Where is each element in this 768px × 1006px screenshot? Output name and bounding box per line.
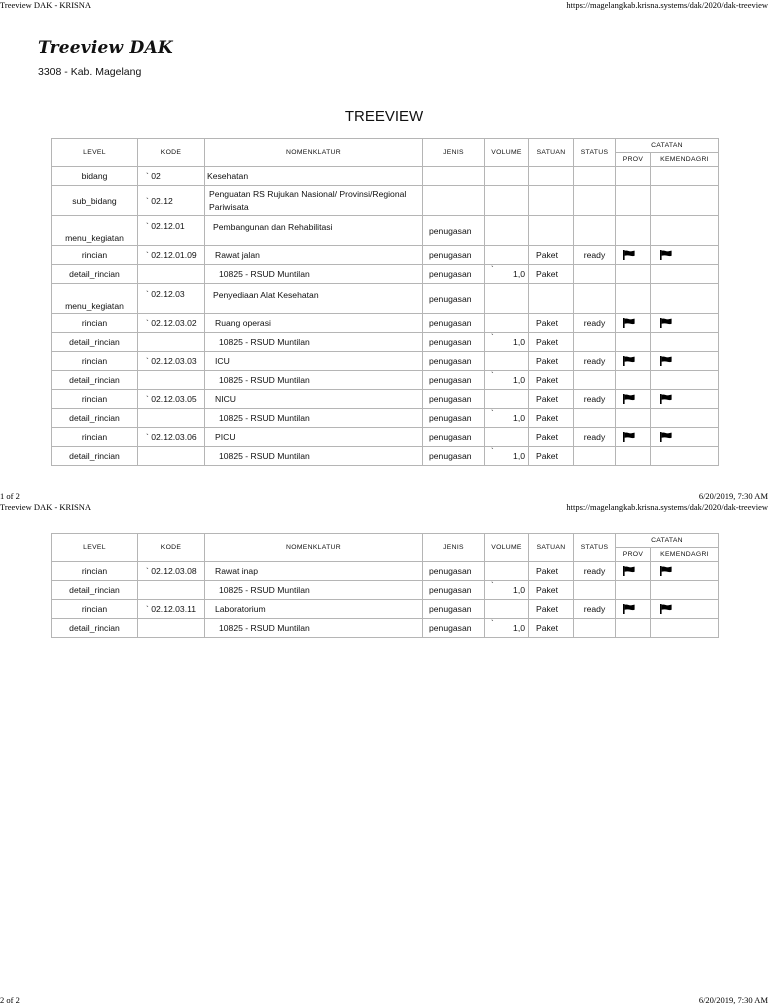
jenis-cell: penugasan	[423, 428, 485, 447]
volume-value: 1,0	[513, 269, 525, 279]
col-prov: PROV	[616, 153, 651, 167]
level-cell: rincian	[52, 314, 138, 333]
kode-cell: ` 02.12.01	[138, 216, 205, 246]
satuan-cell: Paket	[529, 314, 574, 333]
satuan-cell	[529, 186, 574, 216]
volume-value: 1,0	[513, 585, 525, 595]
level-cell: bidang	[52, 167, 138, 186]
status-cell	[574, 167, 616, 186]
prov-cell	[616, 371, 651, 390]
kemendagri-cell	[651, 352, 719, 371]
kode-cell	[138, 409, 205, 428]
volume-cell	[485, 167, 529, 186]
kode-cell: ` 02.12.01.09	[138, 246, 205, 265]
col-kemendagri: KEMENDAGRI	[651, 548, 719, 562]
prov-cell	[616, 581, 651, 600]
app-title: Treeview DAK	[38, 38, 173, 58]
table-row	[52, 562, 719, 581]
table-row	[52, 216, 719, 246]
nomenklatur-cell: NICU	[205, 390, 423, 409]
volume-cell	[485, 447, 529, 466]
kode-cell	[138, 371, 205, 390]
satuan-cell	[529, 284, 574, 314]
volume-cell	[485, 216, 529, 246]
jenis-cell	[423, 167, 485, 186]
col-satuan: SATUAN	[529, 139, 574, 167]
col-volume: VOLUME	[485, 534, 529, 562]
col-catatan: CATATAN	[616, 139, 719, 153]
kode-cell: ` 02	[138, 167, 205, 186]
jenis-cell: penugasan	[423, 562, 485, 581]
table-row	[52, 333, 719, 352]
volume-tick: `	[491, 371, 494, 380]
kemendagri-cell	[651, 581, 719, 600]
kode-cell	[138, 333, 205, 352]
volume-cell	[485, 390, 529, 409]
col-kemendagri: KEMENDAGRI	[651, 153, 719, 167]
satuan-cell: Paket	[529, 428, 574, 447]
level-cell: sub_bidang	[52, 186, 138, 216]
kemendagri-cell	[651, 562, 719, 581]
level-cell: detail_rincian	[52, 371, 138, 390]
level-cell: rincian	[52, 390, 138, 409]
volume-cell	[485, 619, 529, 638]
status-cell: ready	[574, 246, 616, 265]
table-row	[52, 246, 719, 265]
kemendagri-cell	[651, 333, 719, 352]
table-row	[52, 390, 719, 409]
nomenklatur-cell: ICU	[205, 352, 423, 371]
nomenklatur-cell: Kesehatan	[205, 167, 423, 186]
kode-cell: ` 02.12.03	[138, 284, 205, 314]
status-cell	[574, 265, 616, 284]
satuan-cell	[529, 167, 574, 186]
print-footer-page: 2 of 2	[0, 995, 20, 1005]
volume-cell	[485, 562, 529, 581]
jenis-cell: penugasan	[423, 409, 485, 428]
level-cell: menu_kegiatan	[52, 216, 138, 246]
volume-cell	[485, 600, 529, 619]
prov-cell	[616, 216, 651, 246]
col-volume: VOLUME	[485, 139, 529, 167]
flag-icon[interactable]	[622, 432, 636, 442]
satuan-cell: Paket	[529, 333, 574, 352]
level-cell: rincian	[52, 428, 138, 447]
nomenklatur-cell: 10825 - RSUD Muntilan	[205, 265, 423, 284]
kemendagri-cell	[651, 619, 719, 638]
status-cell	[574, 284, 616, 314]
volume-cell	[485, 581, 529, 600]
kemendagri-cell	[651, 265, 719, 284]
prov-cell	[616, 265, 651, 284]
volume-cell	[485, 371, 529, 390]
kode-cell	[138, 581, 205, 600]
level-cell: detail_rincian	[52, 265, 138, 284]
flag-icon[interactable]	[622, 604, 636, 614]
status-cell: ready	[574, 352, 616, 371]
flag-icon[interactable]	[659, 250, 673, 260]
nomenklatur-cell: Rawat inap	[205, 562, 423, 581]
status-cell: ready	[574, 428, 616, 447]
level-cell: detail_rincian	[52, 581, 138, 600]
volume-value: 1,0	[513, 623, 525, 633]
flag-icon[interactable]	[622, 394, 636, 404]
level-cell: rincian	[52, 246, 138, 265]
col-kode: KODE	[138, 534, 205, 562]
flag-icon[interactable]	[659, 356, 673, 366]
print-header-url: https://magelangkab.krisna.systems/dak/2020/dak-treeview	[566, 502, 768, 512]
kode-cell	[138, 265, 205, 284]
status-cell	[574, 409, 616, 428]
level-cell: rincian	[52, 600, 138, 619]
table-row	[52, 428, 719, 447]
volume-cell	[485, 409, 529, 428]
status-cell	[574, 581, 616, 600]
kemendagri-cell	[651, 447, 719, 466]
kode-cell: ` 02.12	[138, 186, 205, 216]
table-row	[52, 447, 719, 466]
status-cell: ready	[574, 562, 616, 581]
prov-cell	[616, 619, 651, 638]
prov-cell	[616, 409, 651, 428]
table-row	[52, 167, 719, 186]
nomenklatur-cell: 10825 - RSUD Muntilan	[205, 447, 423, 466]
kode-cell	[138, 447, 205, 466]
volume-cell	[485, 314, 529, 333]
col-nomenklatur: NOMENKLATUR	[205, 139, 423, 167]
status-cell	[574, 371, 616, 390]
flag-icon[interactable]	[622, 250, 636, 260]
nomenklatur-cell: Penguatan RS Rujukan Nasional/ Provinsi/Regional Pariwisata	[205, 186, 423, 216]
col-catatan: CATATAN	[616, 534, 719, 548]
prov-cell	[616, 600, 651, 619]
jenis-cell: penugasan	[423, 619, 485, 638]
satuan-cell	[529, 216, 574, 246]
treeview-table	[51, 533, 719, 638]
status-cell	[574, 333, 616, 352]
status-cell: ready	[574, 600, 616, 619]
volume-tick: `	[491, 409, 494, 418]
satuan-cell: Paket	[529, 409, 574, 428]
col-level: LEVEL	[52, 534, 138, 562]
treeview-table	[51, 138, 719, 466]
table-row	[52, 600, 719, 619]
satuan-cell: Paket	[529, 265, 574, 284]
nomenklatur-cell: PICU	[205, 428, 423, 447]
col-kode: KODE	[138, 139, 205, 167]
satuan-cell: Paket	[529, 447, 574, 466]
print-footer-date: 6/20/2019, 7:30 AM	[698, 995, 768, 1005]
satuan-cell: Paket	[529, 352, 574, 371]
nomenklatur-cell: Rawat jalan	[205, 246, 423, 265]
volume-value: 1,0	[513, 413, 525, 423]
kemendagri-cell	[651, 284, 719, 314]
status-cell	[574, 619, 616, 638]
nomenklatur-cell: 10825 - RSUD Muntilan	[205, 581, 423, 600]
print-header-title: Treeview DAK - KRISNA	[0, 502, 92, 512]
level-cell: menu_kegiatan	[52, 284, 138, 314]
flag-icon[interactable]	[622, 566, 636, 576]
volume-cell	[485, 284, 529, 314]
col-jenis: JENIS	[423, 139, 485, 167]
status-cell: ready	[574, 314, 616, 333]
flag-icon[interactable]	[659, 566, 673, 576]
level-cell: detail_rincian	[52, 333, 138, 352]
print-footer-date: 6/20/2019, 7:30 AM	[698, 491, 768, 501]
table-row	[52, 581, 719, 600]
prov-cell	[616, 333, 651, 352]
nomenklatur-cell: Laboratorium	[205, 600, 423, 619]
satuan-cell: Paket	[529, 619, 574, 638]
nomenklatur-cell: Ruang operasi	[205, 314, 423, 333]
kemendagri-cell	[651, 216, 719, 246]
flag-icon[interactable]	[659, 318, 673, 328]
level-cell: rincian	[52, 352, 138, 371]
col-satuan: SATUAN	[529, 534, 574, 562]
jenis-cell: penugasan	[423, 390, 485, 409]
jenis-cell: penugasan	[423, 581, 485, 600]
jenis-cell: penugasan	[423, 447, 485, 466]
flag-icon[interactable]	[659, 394, 673, 404]
kemendagri-cell	[651, 371, 719, 390]
prov-cell	[616, 246, 651, 265]
nomenklatur-cell: 10825 - RSUD Muntilan	[205, 409, 423, 428]
prov-cell	[616, 562, 651, 581]
volume-cell	[485, 352, 529, 371]
prov-cell	[616, 428, 651, 447]
satuan-cell: Paket	[529, 371, 574, 390]
print-footer-page: 1 of 2	[0, 491, 20, 501]
kemendagri-cell	[651, 600, 719, 619]
table-row	[52, 352, 719, 371]
jenis-cell: penugasan	[423, 265, 485, 284]
level-cell: rincian	[52, 562, 138, 581]
level-cell: detail_rincian	[52, 447, 138, 466]
table-row	[52, 619, 719, 638]
volume-cell	[485, 265, 529, 284]
prov-cell	[616, 284, 651, 314]
table-row	[52, 409, 719, 428]
jenis-cell: penugasan	[423, 371, 485, 390]
satuan-cell: Paket	[529, 562, 574, 581]
prov-cell	[616, 314, 651, 333]
jenis-cell: penugasan	[423, 314, 485, 333]
table-row	[52, 284, 719, 314]
kemendagri-cell	[651, 428, 719, 447]
status-cell	[574, 186, 616, 216]
prov-cell	[616, 167, 651, 186]
col-prov: PROV	[616, 548, 651, 562]
table-row	[52, 314, 719, 333]
volume-tick: `	[491, 333, 494, 342]
kemendagri-cell	[651, 409, 719, 428]
jenis-cell: penugasan	[423, 352, 485, 371]
prov-cell	[616, 447, 651, 466]
volume-tick: `	[491, 265, 494, 274]
kode-cell	[138, 619, 205, 638]
col-status: STATUS	[574, 534, 616, 562]
prov-cell	[616, 186, 651, 216]
col-level: LEVEL	[52, 139, 138, 167]
kode-cell: ` 02.12.03.06	[138, 428, 205, 447]
status-cell	[574, 216, 616, 246]
volume-tick: `	[491, 581, 494, 590]
col-jenis: JENIS	[423, 534, 485, 562]
volume-tick: `	[491, 619, 494, 628]
volume-cell	[485, 246, 529, 265]
prov-cell	[616, 352, 651, 371]
jenis-cell: penugasan	[423, 284, 485, 314]
print-header-url: https://magelangkab.krisna.systems/dak/2020/dak-treeview	[566, 0, 768, 10]
volume-value: 1,0	[513, 337, 525, 347]
volume-value: 1,0	[513, 375, 525, 385]
volume-cell	[485, 186, 529, 216]
kemendagri-cell	[651, 167, 719, 186]
flag-icon[interactable]	[622, 318, 636, 328]
kemendagri-cell	[651, 246, 719, 265]
jenis-cell: penugasan	[423, 600, 485, 619]
level-cell: detail_rincian	[52, 409, 138, 428]
nomenklatur-cell: 10825 - RSUD Muntilan	[205, 371, 423, 390]
kode-cell: ` 02.12.03.08	[138, 562, 205, 581]
flag-icon[interactable]	[659, 432, 673, 442]
col-nomenklatur: NOMENKLATUR	[205, 534, 423, 562]
flag-icon[interactable]	[659, 604, 673, 614]
print-header-title: Treeview DAK - KRISNA	[0, 0, 92, 10]
kode-cell: ` 02.12.03.05	[138, 390, 205, 409]
volume-cell	[485, 333, 529, 352]
satuan-cell: Paket	[529, 600, 574, 619]
status-cell	[574, 447, 616, 466]
volume-value: 1,0	[513, 451, 525, 461]
volume-tick: `	[491, 447, 494, 456]
section-title: TREEVIEW	[344, 108, 424, 125]
table-row	[52, 186, 719, 216]
nomenklatur-cell: Pembangunan dan Rehabilitasi	[205, 216, 423, 246]
nomenklatur-cell: Penyediaan Alat Kesehatan	[205, 284, 423, 314]
status-cell: ready	[574, 390, 616, 409]
satuan-cell: Paket	[529, 390, 574, 409]
kemendagri-cell	[651, 314, 719, 333]
jenis-cell	[423, 186, 485, 216]
nomenklatur-cell: 10825 - RSUD Muntilan	[205, 333, 423, 352]
kemendagri-cell	[651, 390, 719, 409]
table-row	[52, 265, 719, 284]
jenis-cell: penugasan	[423, 333, 485, 352]
region-subtitle: 3308 - Kab. Magelang	[38, 66, 142, 78]
table-row	[52, 371, 719, 390]
jenis-cell: penugasan	[423, 246, 485, 265]
kemendagri-cell	[651, 186, 719, 216]
satuan-cell: Paket	[529, 581, 574, 600]
level-cell: detail_rincian	[52, 619, 138, 638]
volume-cell	[485, 428, 529, 447]
satuan-cell: Paket	[529, 246, 574, 265]
col-status: STATUS	[574, 139, 616, 167]
kode-cell: ` 02.12.03.11	[138, 600, 205, 619]
prov-cell	[616, 390, 651, 409]
nomenklatur-cell: 10825 - RSUD Muntilan	[205, 619, 423, 638]
jenis-cell: penugasan	[423, 216, 485, 246]
kode-cell: ` 02.12.03.02	[138, 314, 205, 333]
kode-cell: ` 02.12.03.03	[138, 352, 205, 371]
flag-icon[interactable]	[622, 356, 636, 366]
